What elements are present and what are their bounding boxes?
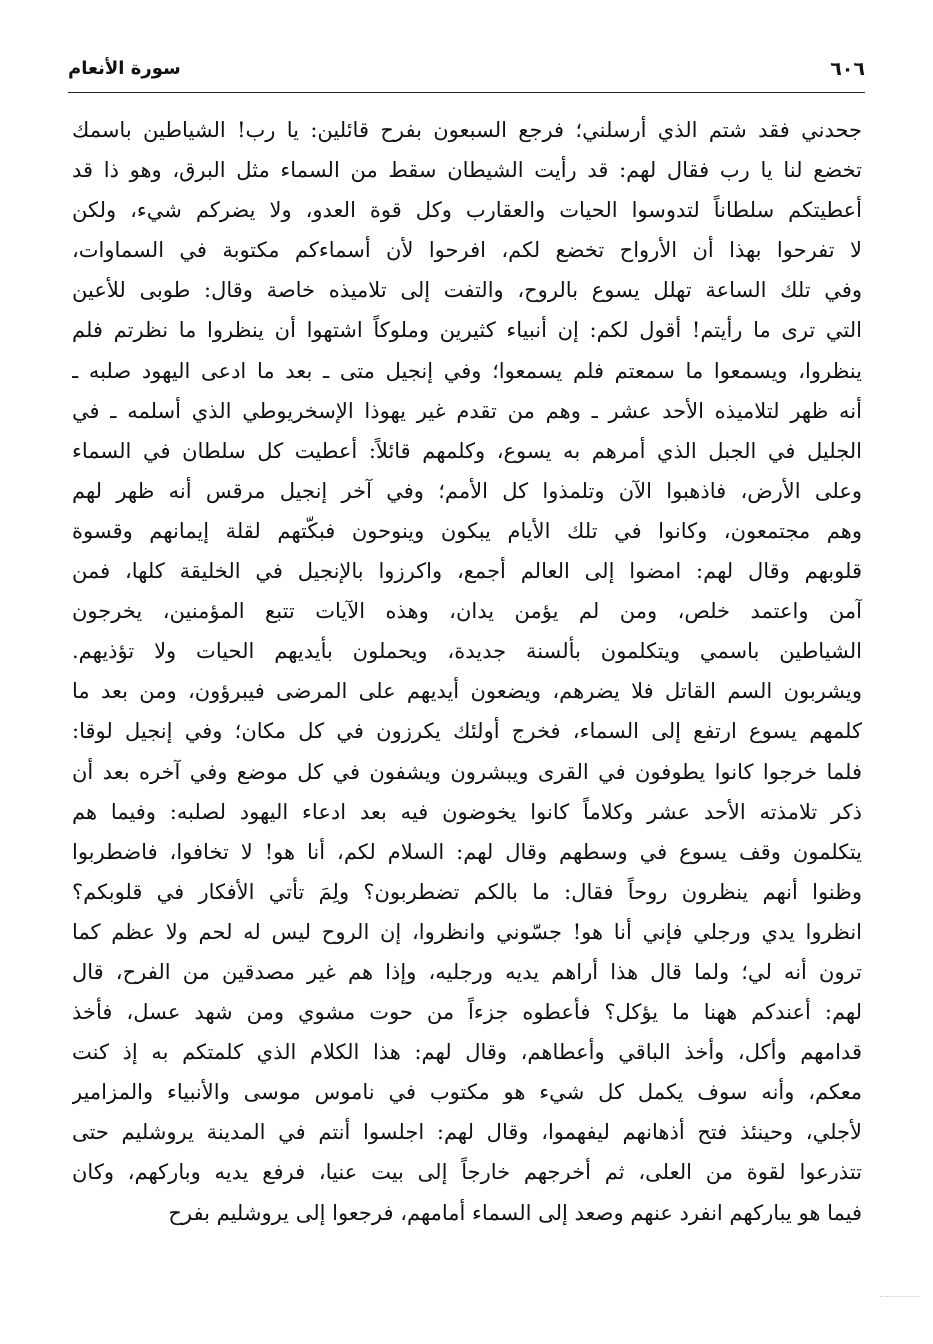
text-line: لهم: أعندكم ههنا ما يؤكل؟ فأعطوه جزءاً من حوت مشوي ومن شهد عسل، فأخذ: [72, 1000, 862, 1025]
text-line: آمن واعتمد خلص، ومن لم يؤمن يدان، وهذه الآيات تتبع المؤمنين، يخرجون: [72, 599, 862, 624]
text-line: ويشربون السم القاتل فلا يضرهم، ويضعون أيديهم على المرضى فيبرؤون، ومن بعد ما: [72, 679, 862, 704]
text-line: تتذرعوا لقوة من العلى، ثم أخرجهم خارجاً إلى بيت عنيا، فرفع يديه وباركهم، وكان: [72, 1160, 862, 1185]
text-line: معكم، وأنه سوف يكمل كل شيء هو مكتوب في ناموس موسى والأنبياء والمزامير: [72, 1080, 862, 1105]
text-line: انظروا يدي ورجلي فإني أنا هو! جسّوني وانظروا، إن الروح ليس له لحم ولا عظم كما: [72, 919, 862, 944]
text-line: الجليل في الجبل الذي أمرهم به يسوع، وكلمهم قائلاً: أعطيت كل سلطان في السماء: [72, 438, 862, 463]
text-line: وعلى الأرض، فاذهبوا الآن وتلمذوا كل الأمم؛ وفي آخر إنجيل مرقس أنه ظهر لهم: [72, 478, 862, 503]
text-line: يتكلمون وقف يسوع في وسطهم وقال لهم: السلام لكم، أنا هو! لا تخافوا، فاضطربوا: [72, 839, 862, 864]
surah-title: سورة الأنعام: [68, 58, 181, 79]
text-line: ذكر تلامذته الأحد عشر وكلاماً كانوا يخوضون فيه بعد ادعاء اليهود لصلبه: وفيما هم: [72, 799, 862, 824]
text-line: قلوبهم وقال لهم: امضوا إلى العالم أجمع، واكرزوا بالإنجيل في الخليقة كلها، فمن: [72, 559, 862, 584]
text-line: جحدني فقد شتم الذي أرسلني؛ فرجع السبعون بفرح قائلين: يا رب! الشياطين باسمك: [72, 118, 862, 142]
page-number: ٦٠٦: [830, 58, 865, 80]
text-line: الشياطين باسمي ويتكلمون بألسنة جديدة، ويحملون بأيديهم الحيات ولا تؤذيهم.: [72, 639, 862, 664]
text-line: لأجلي، وحينئذ فتح أذهانهم ليفهموا، وقال لهم: اجلسوا أنتم في المدينة يروشليم حتى: [72, 1120, 862, 1145]
text-line: كلمهم يسوع ارتفع إلى السماء، فخرج أولئك يكرزون في كل مكان؛ وفي إنجيل لوقا:: [72, 719, 862, 744]
text-line: ينظروا، ويسمعوا ما سمعتم فلم يسمعوا؛ وفي إنجيل متى ـ بعد ما ادعى اليهود صلبه ـ: [72, 358, 862, 383]
text-line: لا تفرحوا بهذا أن الأرواح تخضع لكم، افرحوا لأن أسماءكم مكتوبة في السماوات،: [72, 238, 862, 263]
page-body-text: [72, 110, 862, 1233]
text-line: قدامهم وأكل، وأخذ الباقي وأعطاهم، وقال لهم: هذا الكلام الذي كلمتكم به إذ كنت: [72, 1040, 862, 1065]
scan-artifact: [880, 1296, 920, 1297]
text-line: وظنوا أنهم ينظرون روحاً فقال: ما بالكم تضطربون؟ ولِمَ تأتي الأفكار في قلوبكم؟: [72, 879, 862, 904]
text-line: أنه ظهر لتلاميذه الأحد عشر ـ وهم من تقدم غير يهوذا الإسخريوطي الذي أسلمه ـ في: [72, 398, 862, 423]
page-header: [68, 58, 865, 90]
text-line: أعطيتكم سلطاناً لتدوسوا الحيات والعقارب وكل قوة العدو، ولا يضركم شيء، ولكن: [72, 198, 862, 223]
text-line: تخضع لنا يا رب فقال لهم: قد رأيت الشيطان سقط من السماء مثل البرق، وهو ذا قد: [72, 158, 862, 183]
text-line: التي ترى ما رأيتم! أقول لكم: إن أنبياء كثيرين وملوكاً اشتهوا أن ينظروا ما نظرتم فلم: [72, 318, 862, 343]
text-line: فيما هو يباركهم انفرد عنهم وصعد إلى السماء أمامهم، فرجعوا إلى يروشليم بفرح: [168, 1200, 862, 1225]
text-line: فلما خرجوا كانوا يطوفون في القرى ويبشرون ويشفون في كل موضع وفي آخره بعد أن: [72, 759, 862, 784]
header-divider: [68, 92, 865, 93]
text-line: وفي تلك الساعة تهلل يسوع بالروح، والتفت إلى تلاميذه خاصة وقال: طوبى للأعين: [72, 278, 862, 303]
text-line: وهم مجتمعون، وكانوا في تلك الأيام يبكون وينوحون فبكّتهم لقلة إيمانهم وقسوة: [72, 518, 862, 543]
text-line: ترون أنه لي؛ ولما قال هذا أراهم يديه ورجليه، وإذا هم غير مصدقين من الفرح، قال: [72, 959, 862, 984]
